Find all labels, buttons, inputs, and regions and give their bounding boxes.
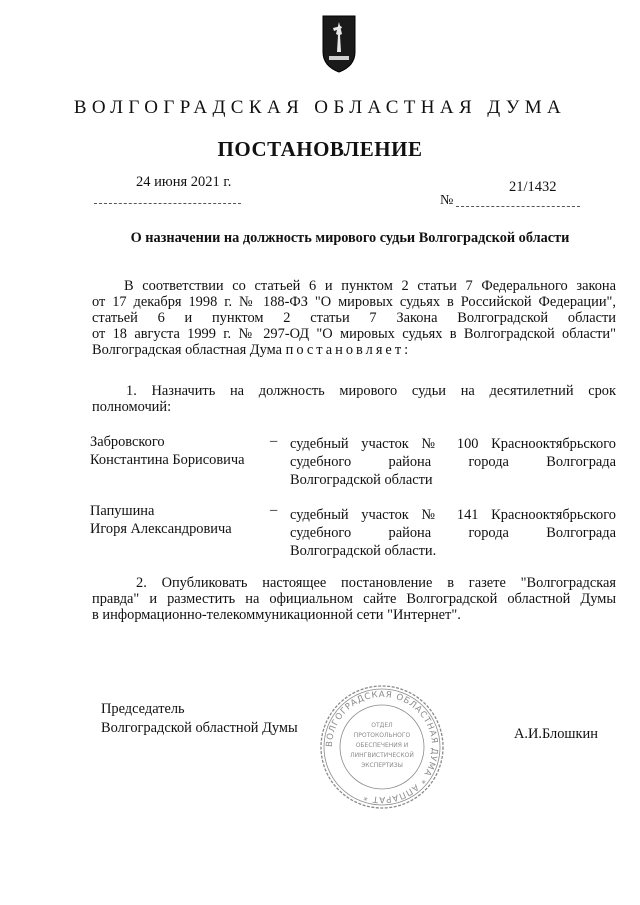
stamp-inner-line: ЭКСПЕРТИЗЫ <box>361 762 403 769</box>
appointee-2-name <box>90 502 232 538</box>
preamble-line: В соответствии со статьей 6 и пунктом 2 статьи 7 Федерального закона <box>124 278 616 294</box>
signatory-title <box>101 700 298 738</box>
coat-of-arms-icon <box>319 12 359 74</box>
resolves-word: постановляет: <box>285 342 412 358</box>
number-label: № <box>440 193 454 208</box>
document-number: 21/1432 <box>509 179 557 195</box>
document-subject: О назначении на должность мирового судьи Волгоградской области <box>130 230 570 246</box>
appointee-given-names: Игоря Александровича <box>90 521 232 537</box>
preamble-last-line <box>92 342 616 358</box>
appointee-1-dash: – <box>270 433 278 449</box>
stamp-inner-line: ЛИНГВИСТИЧЕСКОЙ <box>350 752 414 759</box>
district-line: судебный участок № 100 Краснооктябрьского <box>290 436 616 452</box>
preamble-line: статьей 6 и пунктом 2 статьи 7 Закона Волгоградской области <box>92 310 616 326</box>
district-line: Волгоградской области. <box>290 543 437 559</box>
item-2-paragraph <box>92 575 616 623</box>
document-type: ПОСТАНОВЛЕНИЕ <box>217 137 423 161</box>
appointee-surname: Забровского <box>90 434 165 450</box>
signatory-position: Председатель <box>101 701 185 717</box>
district-line: судебный участок № 141 Краснооктябрьского <box>290 507 616 523</box>
stamp-inner-line: ПРОТОКОЛЬНОГО <box>353 732 411 739</box>
item-2-line: 2. Опубликовать настоящее постановление в газете "Волгоградская <box>136 575 616 591</box>
preamble-paragraph <box>92 278 616 358</box>
stamp-inner-line: ОБЕСПЕЧЕНИЯ И <box>355 742 409 749</box>
preamble-subject: Волгоградская областная Дума <box>92 342 283 358</box>
item-1-paragraph <box>92 383 616 415</box>
preamble-line: от 17 декабря 1998 г. № 188-ФЗ "О мировых судьях в Российской Федерации", <box>92 294 616 310</box>
item-2-line: в информационно-телекоммуникационной сети "Интернет". <box>92 607 461 623</box>
appointee-2-dash: – <box>270 502 278 518</box>
district-line: Волгоградской области <box>290 472 433 488</box>
appointee-given-names: Константина Борисовича <box>90 452 245 468</box>
appointee-2-district <box>290 506 616 560</box>
organization-name: ВОЛГОГРАДСКАЯ ОБЛАСТНАЯ ДУМА <box>73 97 567 118</box>
official-stamp-icon <box>318 683 446 811</box>
stamp-inner-line: ОТДЕЛ <box>371 722 393 729</box>
date-underline <box>94 203 241 204</box>
appointee-1-district <box>290 435 616 489</box>
appointee-1-name <box>90 433 244 469</box>
appointee-surname: Папушина <box>90 503 155 519</box>
item-2-line: правда" и разместить на официальном сайте Волгоградской областной Думы <box>92 591 616 607</box>
item-1-line: 1. Назначить на должность мирового судьи на десятилетний срок <box>126 383 616 399</box>
signatory-organization: Волгоградской областной Думы <box>101 720 298 736</box>
document-date: 24 июня 2021 г. <box>136 174 232 190</box>
district-line: судебного района города Волгограда <box>290 454 616 470</box>
item-1-line: полномочий: <box>92 399 172 415</box>
preamble-line: от 18 августа 1999 г. № 297-ОД "О мировых судьях в Волгоградской области" <box>92 326 616 342</box>
stamp-ring-text: ВОЛГОГРАДСКАЯ ОБЛАСТНАЯ ДУМА * АППАРАТ * <box>324 689 440 805</box>
signer-name: А.И.Блошкин <box>514 726 598 742</box>
district-line: судебного района города Волгограда <box>290 525 616 541</box>
number-underline <box>456 206 580 207</box>
